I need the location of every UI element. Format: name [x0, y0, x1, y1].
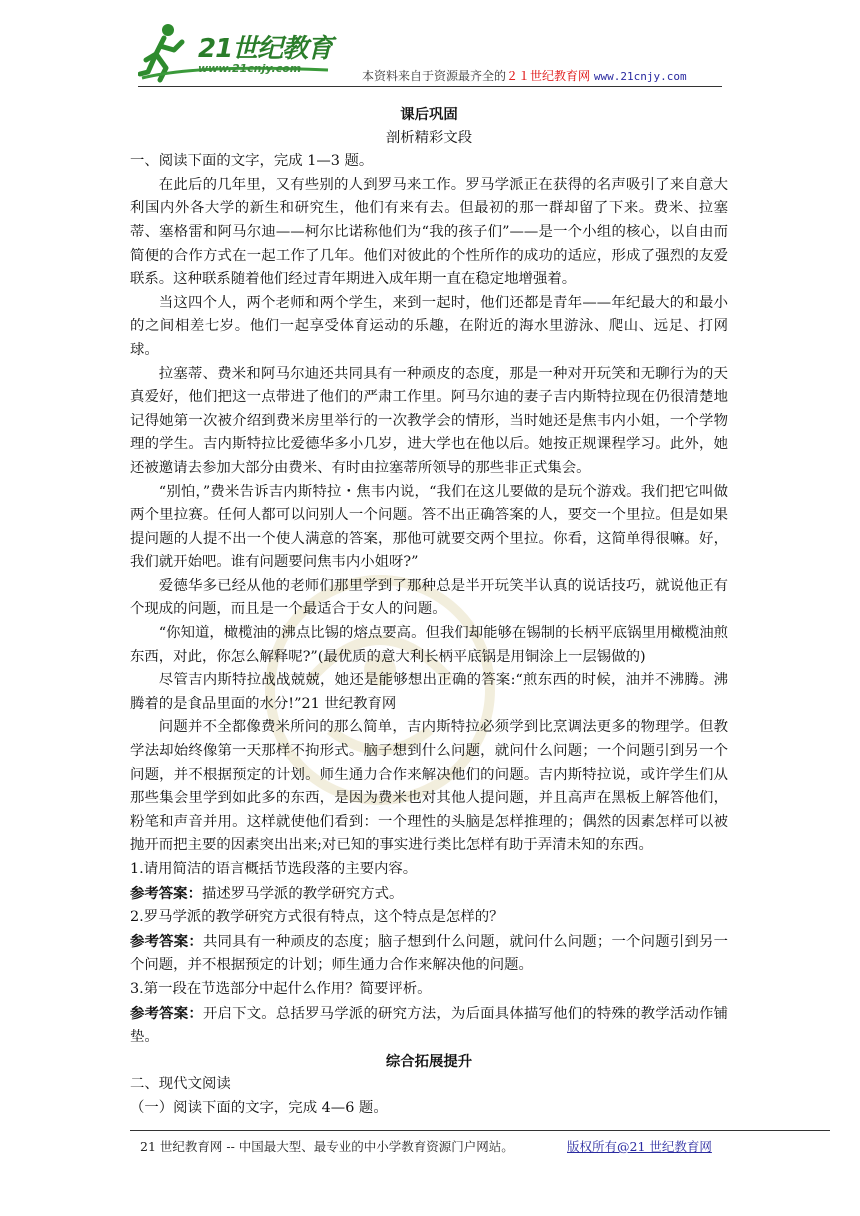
question-3: 3.第一段在节选部分中起什么作用？简要评析。	[130, 980, 432, 997]
page-title: 课后巩固	[400, 106, 458, 123]
logo-url: www.21cnjy.com	[198, 62, 302, 75]
header-url-link[interactable]: www.21cnjy.com	[593, 70, 687, 83]
answer-1	[130, 882, 728, 907]
answer-3	[130, 1002, 728, 1050]
section2-subheading: （一）阅读下面的文字，完成 4—6 题。	[130, 1099, 388, 1116]
logo-wordmark: 21世纪教育	[198, 34, 333, 64]
passage-paragraph: 拉塞蒂、费米和阿马尔迪还共同具有一种顽皮的态度，那是一种对开玩笑和无聊行为的天真爱好，他们把这一点带进了他们的严肃工作里。阿马尔迪的妻子吉内斯特拉现在仍很清楚地记得她第一次被介绍到费米房里举行的一次教学会的情形，当时她还是焦韦内小姐，一个学物理的学生。吉内斯特拉比爱德华多小几岁，进大学也在他以后。她按正规课程学习。此外，她还被邀请去参加大部分由费米、有时由拉塞蒂所领导的那些非正式集会。	[130, 365, 728, 476]
section2-title: 综合拓展提升	[385, 1052, 473, 1070]
document-body	[130, 103, 728, 1121]
passage-paragraph: 问题并不全都像费米所问的那么简单，吉内斯特拉必须学到比烹调法更多的物理学。但教学法却始终像第一天那样不拘形式。脑子想到什么问题，就问什么问题；一个问题引到另一个问题，并不根据预定的计划。师生通力合作来解决他们的问题。吉内斯特拉说，或许学生们从那些集会里学到如此多的东西，是因为费米也对其他人提问题，并且高声在黑板上解答他们，粉笔和声音并用。这样就使他们看到：一个理性的头脑是怎样推理的；偶然的因素怎样可以被抛开而把主要的因素突出出来;对已知的事实进行类比怎样有助于弄清未知的东西。	[130, 719, 728, 854]
passage-paragraph: 在此后的几年里，又有些别的人到罗马来工作。罗马学派正在获得的名声吸引了来自意大利国内外各大学的新生和研究生，他们有来有去。但最初的那一群却留了下来。费米、拉塞蒂、塞格雷和阿马尔迪——柯尔比诺称他们为“我的孩子们”——是一个小组的核心，以自由而简便的合作方式在一起工作了几年。他们对彼此的个性所作的成功的适应，形成了强烈的友爱联系。这种联系随着他们经过青年期进入成年期一直在稳定地增强着。	[130, 176, 728, 288]
footer-divider	[130, 1130, 830, 1131]
answer-2	[130, 930, 728, 978]
footer-copyright-link[interactable]: 版权所有@21 世纪教育网	[567, 1139, 712, 1154]
passage-paragraph: 爱德华多已经从他的老师们那里学到了那种总是半开玩笑半认真的说话技巧，就说他正有个现成的问题，而且是一个最适合于女人的问题。	[130, 577, 728, 618]
question-2: 2.罗马学派的教学研究方式很有特点，这个特点是怎样的？	[130, 909, 504, 926]
passage-paragraph: 尽管吉内斯特拉战战兢兢，她还是能够想出正确的答案:“煎东西的时候，油并不沸腾。沸腾着的是食品里面的水分!”21 世纪教育网	[130, 672, 728, 712]
answer-text: 共同具有一种顽皮的态度；脑子想到什么问题，就问什么问题；一个问题引到另一个问题，并不根据预定的计划；师生通力合作来解决他的问题。	[130, 933, 728, 974]
header-divider	[138, 86, 722, 87]
answer-text: 描述罗马学派的教学研究方式。	[201, 885, 404, 902]
passage-paragraph: 当这四个人，两个老师和两个学生，来到一起时，他们还都是青年——年纪最大的和最小的之间相差七岁。他们一起享受体育运动的乐趣，在附近的海水里游泳、爬山、远足、打网球。	[130, 294, 728, 358]
footer-text: 21 世纪教育网 -- 中国最大型、最专业的中小学教育资源门户网站。	[140, 1139, 514, 1154]
answer-text: 开启下文。总括罗马学派的研究方法，为后面具体描写他们的特殊的教学活动作铺垫。	[130, 1005, 728, 1046]
passage-paragraph: “你知道，橄榄油的沸点比锡的熔点要高。但我们却能够在锡制的长柄平底锅里用橄榄油煎东西，对此，你怎么解释呢?”(最优质的意大利长柄平底锅是用铜涂上一层锡做的)	[130, 625, 728, 665]
section2-heading: 二、现代文阅读	[130, 1076, 231, 1093]
header-note-prefix: 本资料来自于资源最齐全的	[362, 69, 507, 83]
answer-label: 参考答案：	[130, 884, 202, 902]
question-1: 1.请用简洁的语言概括节选段落的主要内容。	[130, 861, 418, 877]
header-note	[362, 67, 687, 84]
answer-label: 参考答案：	[130, 932, 203, 950]
page-header	[0, 0, 860, 100]
passage-paragraph: “别怕，”费米告诉吉内斯特拉・焦韦内说，“我们在这儿要做的是玩个游戏。我们把它叫做两个里拉赛。任何人都可以问别人一个问题。答不出正确答案的人，要交一个里拉。但是如果提问题的人提不出一个使人满意的答案，那他可就要交两个里拉。你看，这简单得很嘛。好，我们就开始吧。谁有问题要问焦韦内小姐呀?”	[130, 483, 728, 571]
page-subtitle: 剖析精彩文段	[385, 129, 473, 146]
page-footer	[140, 1137, 712, 1155]
header-site-link[interactable]: ２１世纪教育网	[506, 69, 591, 83]
section-heading: 一、阅读下面的文字，完成 1—3 题。	[130, 153, 374, 170]
answer-label: 参考答案：	[130, 1004, 203, 1022]
